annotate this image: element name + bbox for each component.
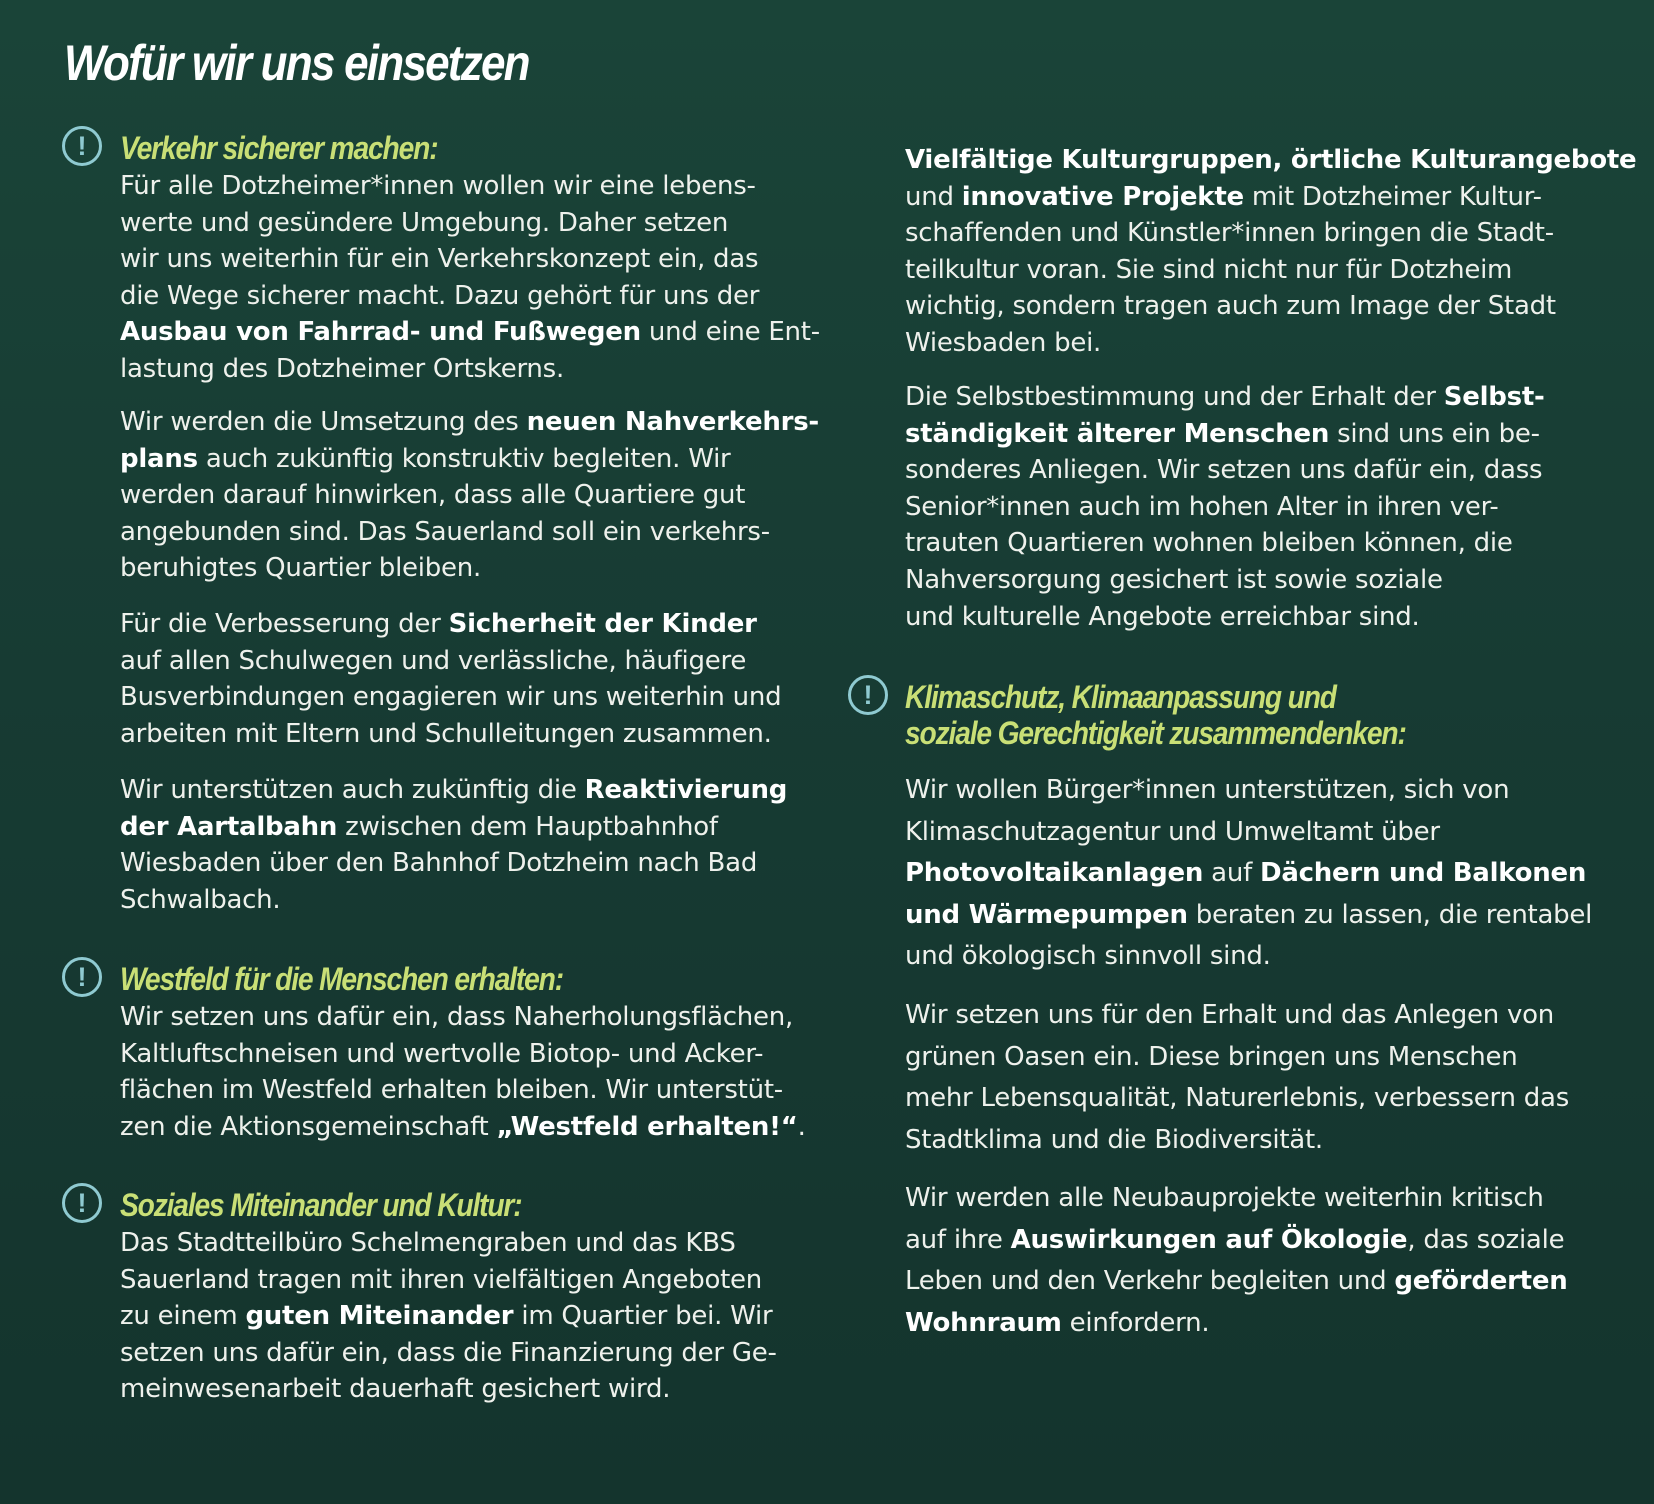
section-heading: Verkehr sicherer machen: <box>120 130 438 166</box>
paragraph: Wir setzen uns für den Erhalt und das Anlegen von grünen Oasen ein. Diese bringen uns Menschen mehr Lebensqualität, Naturerlebnis, verbessern das Stadtklima und die Biodiversität. <box>905 1000 1569 1155</box>
exclamation-circle-icon: ! <box>62 957 102 997</box>
exclamation-circle-icon: ! <box>848 675 888 715</box>
paragraph: Für alle Dotzheimer*innen wollen wir eine lebens- werte und gesündere Umgebung. Daher setzen wir uns weiterhin für ein Verkehrskonzept ein, das die Wege sicherer macht. Dazu gehört für uns der Ausbau von Fahrrad- und Fußwegen und eine Ent- lastung des Dotzheimer Ortskerns. <box>120 171 820 384</box>
paragraph: Vielfältige Kulturgruppen, örtliche Kulturangebote und innovative Projekte mit Dotzheimer Kultur- schaffenden und Künstler*innen bringen die Stadt- teilkultur voran. Sie sind nicht nur für Dotzheim wichtig, sondern tragen auch zum Image der Stadt Wiesbaden bei. <box>905 145 1637 358</box>
paragraph: Wir werden alle Neubauprojekte weiterhin kritisch auf ihre Auswirkungen auf Ökologie, das soziale Leben und den Verkehr begleiten und geförderten Wohnraum einfordern. <box>905 1183 1568 1338</box>
paragraph: Das Stadtteilbüro Schelmengraben und das KBS Sauerland tragen mit ihren vielfältigen Angeboten zu einem guten Miteinander im Quartier bei. Wir setzen uns dafür ein, dass die Finanzierung der Ge- meinwesenarbeit dauerhaft gesichert wird. <box>120 1228 777 1405</box>
section-heading: Westfeld für die Menschen erhalten: <box>120 961 563 997</box>
exclamation-circle-icon: ! <box>62 1183 102 1223</box>
paragraph: Wir wollen Bürger*innen unterstützen, sich von Klimaschutzagentur und Umweltamt über Photovoltaikanlagen auf Dächern und Balkonen und Wärmepumpen beraten zu lassen, die rentabel und ökologisch sinnvoll sind. <box>905 775 1593 971</box>
paragraph: Wir setzen uns dafür ein, dass Naherholungsflächen, Kaltluftschneisen und wertvolle Biotop- und Acker- flächen im Westfeld erhalten bleiben. Wir unterstüt- zen die Aktionsgemeinschaft „Westfeld erhalten!“. <box>120 1002 806 1142</box>
exclamation-circle-icon: ! <box>62 126 102 166</box>
paragraph: Die Selbstbestimmung und der Erhalt der Selbst- ständigkeit älterer Menschen sind uns ein be- sonderes Anliegen. Wir setzen uns dafür ein, dass Senior*innen auch im hohen Alter in ihren ver- trauten Quartieren wohnen bleiben können, die Nahversorgung gesichert ist sowie soziale und kulturelle Angebote erreichbar sind. <box>905 382 1545 632</box>
section-heading: Soziales Miteinander und Kultur: <box>120 1187 522 1223</box>
paragraph: Wir werden die Umsetzung des neuen Nahverkehrs- plans auch zukünftig konstruktiv begleiten. Wir werden darauf hinwirken, dass alle Quartiere gut angebunden sind. Das Sauerland soll ein verkehrs- beruhigtes Quartier bleiben. <box>120 407 819 584</box>
section-heading: Klimaschutz, Klimaanpassung und soziale Gerechtigkeit zusammendenken: <box>905 679 1406 751</box>
page-title: Wofür wir uns einsetzen <box>64 35 529 91</box>
paragraph: Für die Verbesserung der Sicherheit der Kinder auf allen Schulwegen und verlässliche, häufigere Busverbindungen engagieren wir uns weiterhin und arbeiten mit Eltern und Schulleitungen zusammen. <box>120 609 782 749</box>
paragraph: Wir unterstützen auch zukünftig die Reaktivierung der Aartalbahn zwischen dem Hauptbahnhof Wiesbaden über den Bahnhof Dotzheim nach Bad Schwalbach. <box>120 775 788 915</box>
